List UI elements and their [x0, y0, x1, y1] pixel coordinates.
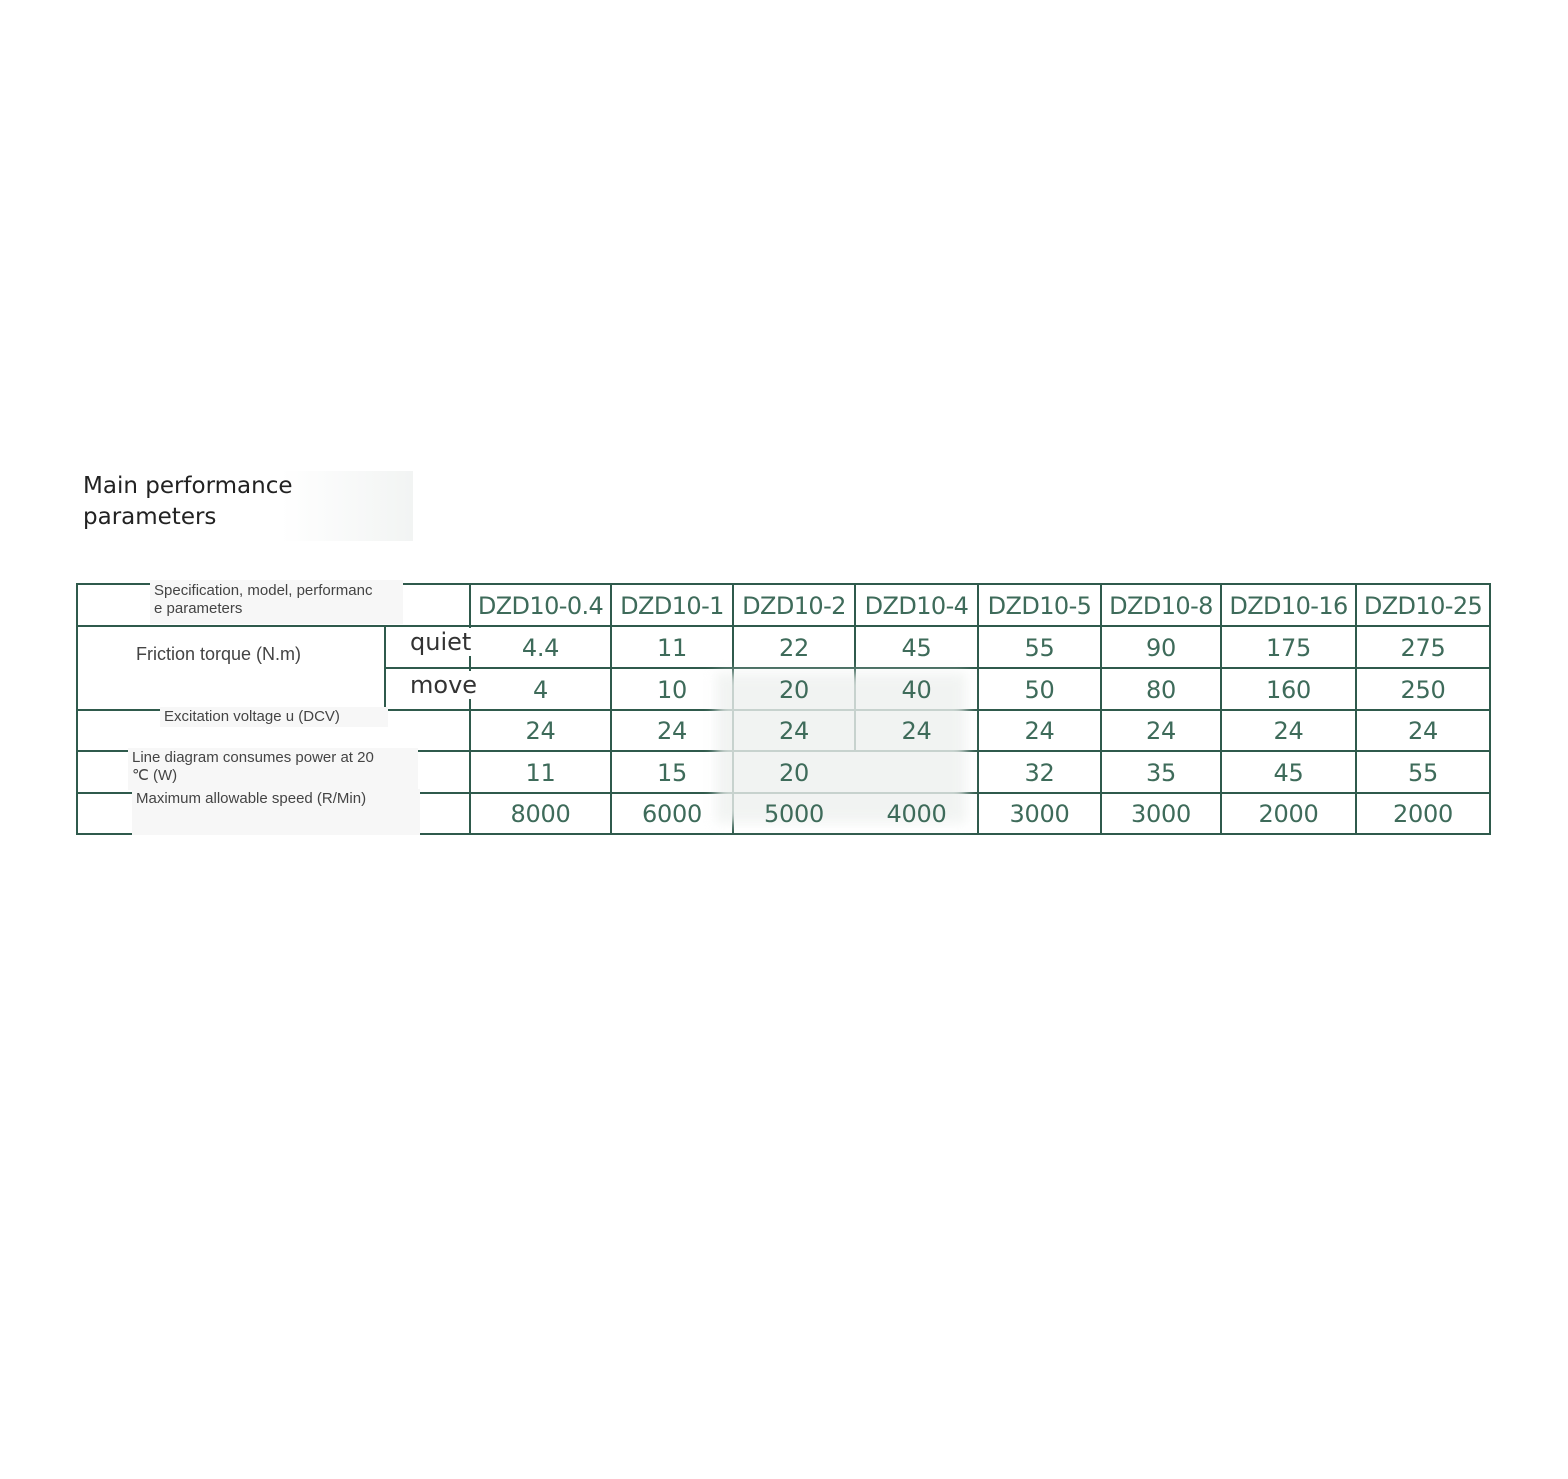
- table-cell: 175: [1266, 633, 1311, 662]
- table-cell: 24: [1024, 717, 1055, 745]
- table-cell: 275: [1400, 633, 1446, 662]
- table-cell: 20: [779, 758, 809, 787]
- model-header: DZD10-4: [864, 591, 969, 620]
- friction-sub-quiet: quiet: [410, 628, 472, 656]
- table-cell: 24: [657, 717, 687, 745]
- table-cell: 2000: [1258, 800, 1319, 828]
- table-cell: 4: [533, 675, 548, 704]
- table-cell: 3000: [1131, 800, 1191, 828]
- speed-label: Maximum allowable speed (R/Min): [132, 789, 420, 835]
- table-cell: 40: [901, 675, 932, 704]
- table-cell: 20: [779, 675, 809, 704]
- table-cell: 4.4: [521, 633, 560, 662]
- table-cell: 15: [657, 758, 687, 787]
- page-title: Main performance parameters: [83, 471, 413, 541]
- power-label: Line diagram consumes power at 20 ℃ (W): [128, 748, 418, 790]
- table-cell: 55: [1408, 758, 1438, 787]
- model-header: DZD10-0.4: [477, 591, 604, 620]
- table-cell: 24: [1408, 717, 1438, 745]
- table-cell: 11: [525, 758, 556, 787]
- friction-label: Friction torque (N.m): [136, 644, 302, 664]
- model-header: DZD10-2: [742, 591, 846, 620]
- corner-label: Specification, model, performanc e parameters: [150, 580, 403, 624]
- table-cell: 24: [525, 717, 556, 745]
- table-cell: 8000: [510, 800, 571, 828]
- model-header: DZD10-5: [987, 591, 1092, 620]
- table-cell: 45: [901, 633, 932, 662]
- table-cell: 80: [1146, 675, 1176, 704]
- model-header: DZD10-8: [1109, 591, 1213, 620]
- table-cell: 5000: [764, 800, 824, 828]
- table-cell: 24: [901, 717, 932, 745]
- table-cell: 4000: [886, 800, 947, 828]
- table-cell: 250: [1400, 675, 1446, 704]
- performance-table: [76, 583, 1491, 835]
- table-cell: 90: [1146, 633, 1176, 662]
- table-cell: 24: [1273, 717, 1304, 745]
- table-cell: 3000: [1009, 800, 1070, 828]
- table-cell: 11: [657, 633, 687, 662]
- model-header: DZD10-25: [1363, 591, 1483, 620]
- table-cell: 6000: [642, 800, 702, 828]
- model-header: DZD10-16: [1229, 591, 1348, 620]
- table-cell: 50: [1024, 675, 1055, 704]
- friction-sub-move: move: [410, 671, 478, 699]
- table-cell: 22: [779, 633, 809, 662]
- table-cell: [855, 752, 978, 793]
- table-cell: 45: [1273, 758, 1304, 787]
- table-cell: 10: [657, 675, 687, 704]
- table-cell: 160: [1266, 675, 1311, 704]
- excitation-label: Excitation voltage u (DCV): [160, 707, 388, 727]
- table-cell: 55: [1024, 633, 1055, 662]
- table-cell: 35: [1146, 758, 1176, 787]
- table-cell: 24: [779, 717, 809, 745]
- table-cell: 2000: [1393, 800, 1453, 828]
- table-cell: 24: [1146, 717, 1176, 745]
- model-header: DZD10-1: [620, 591, 724, 620]
- table-cell: 32: [1024, 758, 1055, 787]
